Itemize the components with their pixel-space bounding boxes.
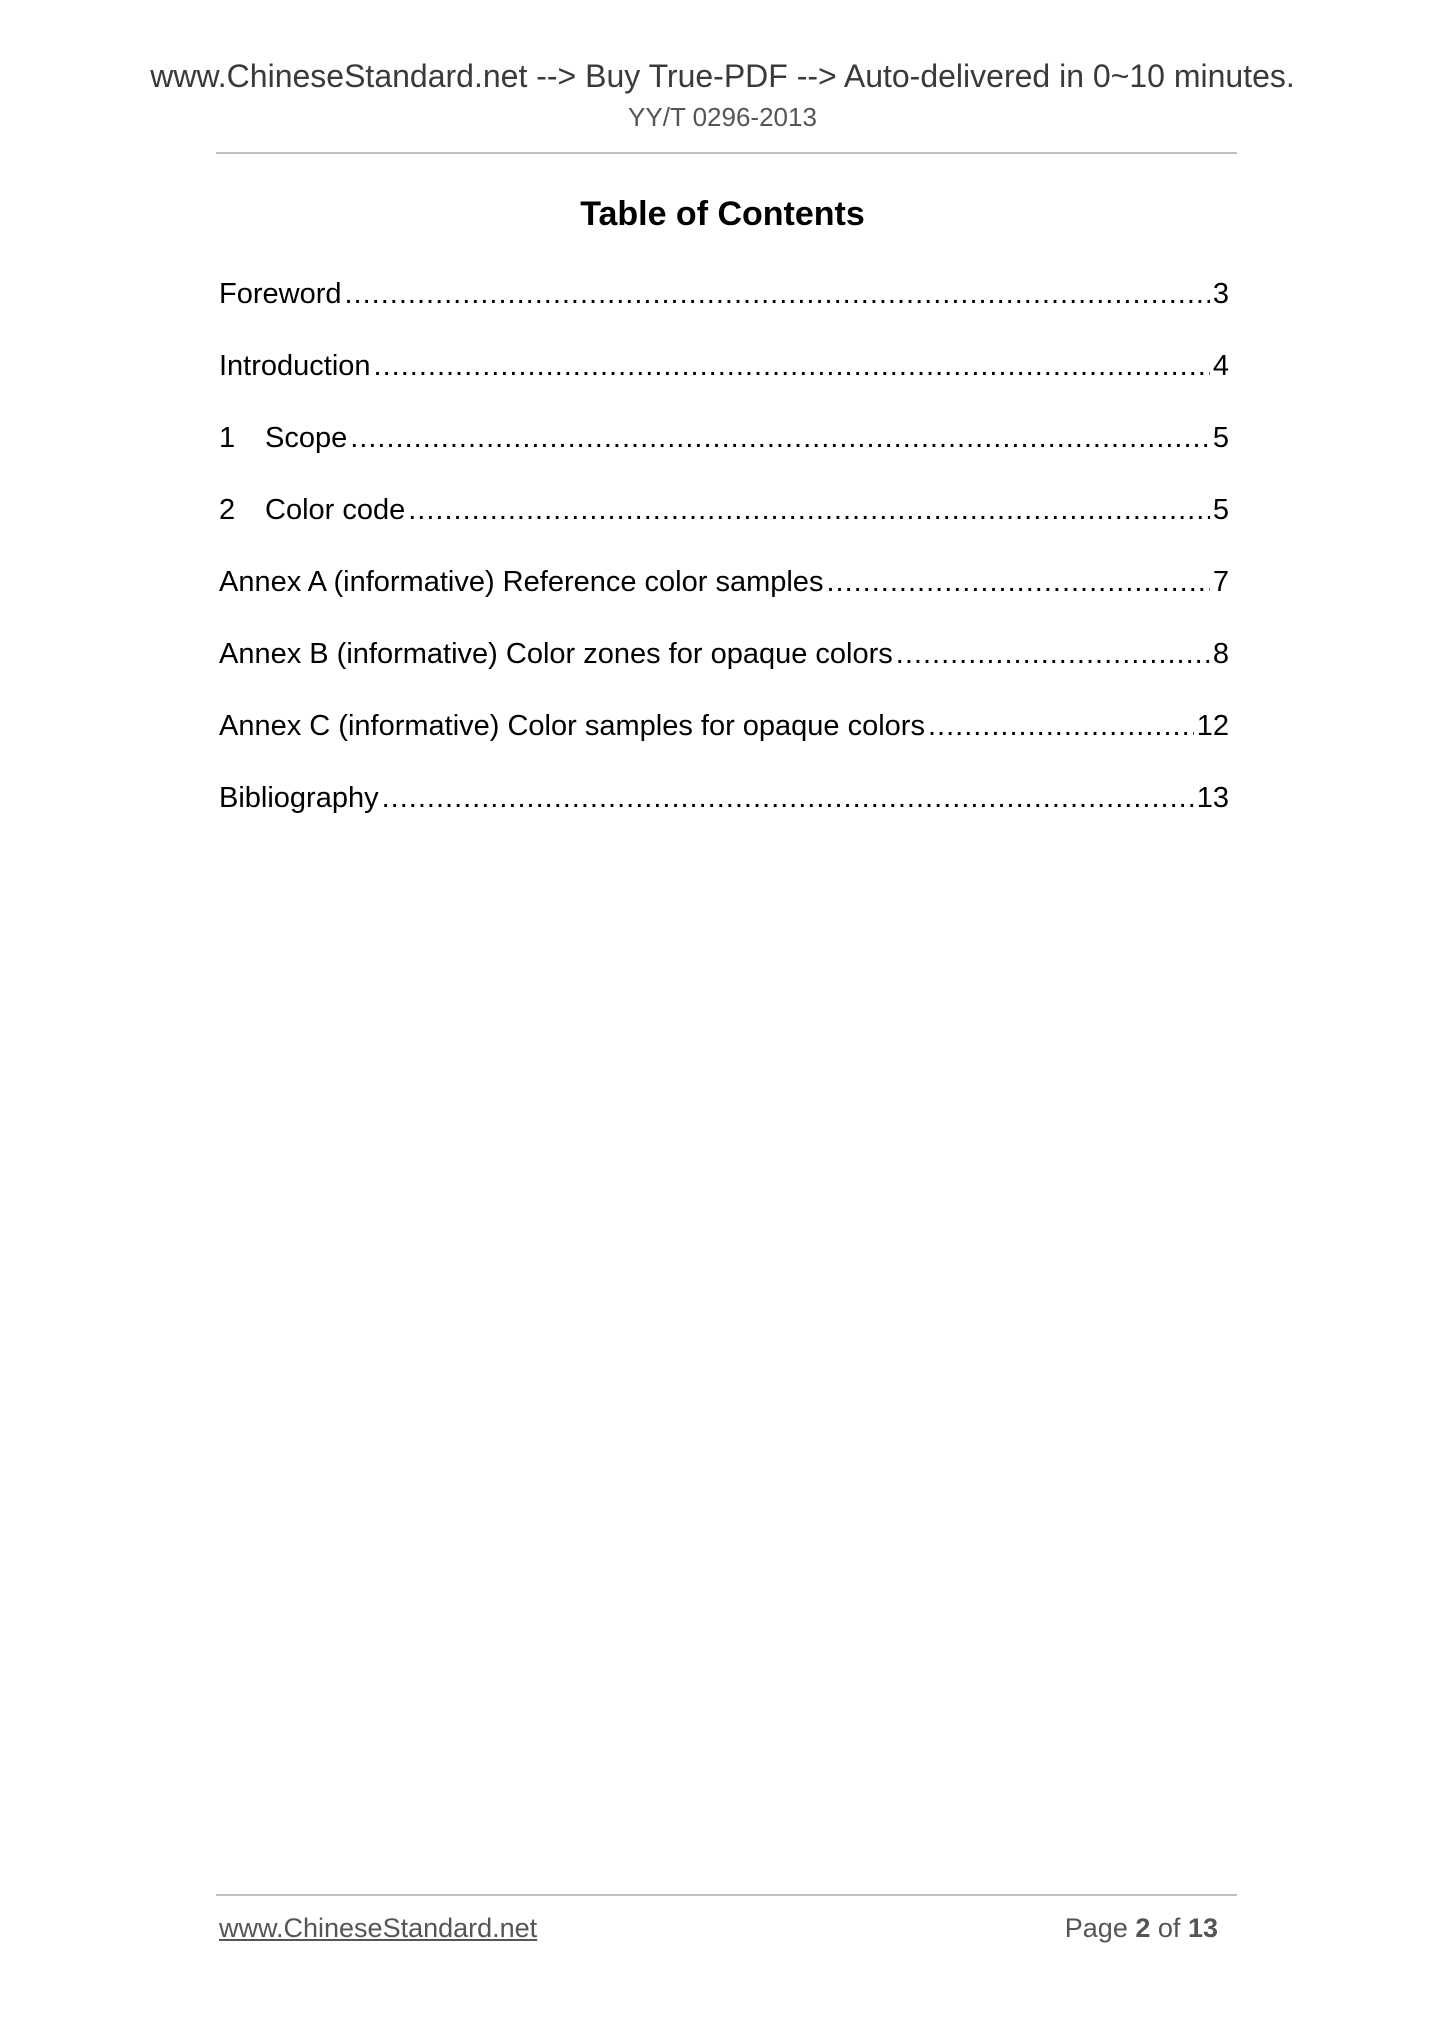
toc-entry-label: Annex C (informative) Color samples for opaque colors (219, 710, 925, 742)
toc-entry-annex-b[interactable] (219, 636, 1229, 708)
header-divider (216, 152, 1237, 154)
toc-dot-leader (896, 636, 1210, 672)
toc-entry-bibliography[interactable] (219, 780, 1229, 852)
page-current: 2 (1135, 1913, 1151, 1943)
toc-entry-annex-c[interactable] (219, 708, 1229, 780)
page-total: 13 (1187, 1913, 1218, 1943)
toc-dot-leader (382, 780, 1194, 816)
toc-entry-page: 3 (1212, 278, 1229, 310)
toc-entry-page: 13 (1196, 782, 1229, 814)
document-code: YY/T 0296-2013 (628, 102, 817, 132)
toc-entry-label: Annex B (informative) Color zones for opaque colors (219, 638, 893, 670)
toc-entry-page: 5 (1212, 494, 1229, 526)
toc-entry-label: Bibliography (219, 782, 379, 814)
toc-entry-introduction[interactable] (219, 348, 1229, 420)
toc-entry-label: Scope (265, 422, 348, 454)
toc-entry-annex-a[interactable] (219, 564, 1229, 636)
toc-entry-page: 7 (1212, 566, 1229, 598)
toc-entry-number: 1 (219, 422, 236, 454)
toc-entry-foreword[interactable] (219, 276, 1229, 348)
toc-entry-label: Color code (265, 494, 406, 526)
toc-entry-label: Foreword (219, 278, 342, 310)
toc-dot-leader (928, 708, 1194, 744)
toc-dot-leader (345, 276, 1210, 312)
toc-dot-leader (374, 348, 1210, 384)
toc-entry-scope[interactable] (219, 420, 1229, 492)
toc-entry-number: 2 (219, 494, 236, 526)
table-of-contents (219, 276, 1229, 852)
footer-divider (216, 1894, 1237, 1896)
toc-entry-label: Annex A (informative) Reference color samples (219, 566, 824, 598)
toc-entry-label: Introduction (219, 350, 371, 382)
toc-dot-leader (350, 420, 1210, 456)
toc-entry-page: 5 (1212, 422, 1229, 454)
footer-website-link[interactable]: www.ChineseStandard.net (219, 1913, 538, 1943)
toc-dot-leader (826, 564, 1209, 600)
toc-entry-page: 12 (1196, 710, 1229, 742)
footer-page-number (1065, 1910, 1218, 1946)
toc-entry-page: 8 (1212, 638, 1229, 670)
toc-entry-color-code[interactable] (219, 492, 1229, 564)
page-word: Page (1064, 1913, 1128, 1943)
toc-entry-page: 4 (1212, 350, 1229, 382)
toc-title: Table of Contents (580, 195, 865, 233)
toc-dot-leader (408, 492, 1210, 528)
page-of-word: of (1157, 1913, 1181, 1943)
header-banner: www.ChineseStandard.net --> Buy True-PDF --> Auto-delivered in 0~10 minutes. (150, 58, 1295, 94)
